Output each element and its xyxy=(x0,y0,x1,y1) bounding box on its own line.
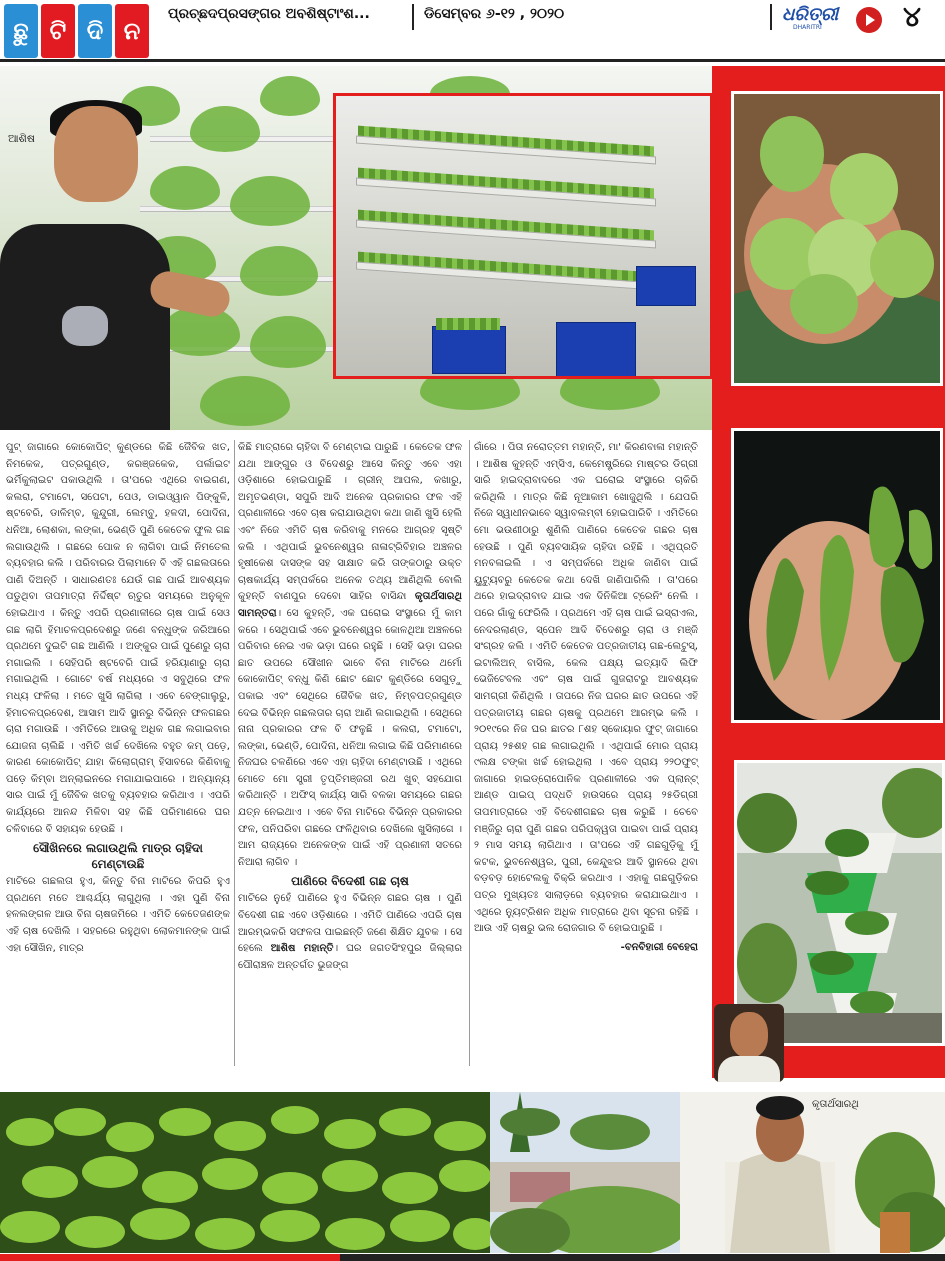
photo-caption-krutartha: କୃତାର୍ଥସାରଥି xyxy=(812,1099,859,1110)
article-body xyxy=(6,440,706,1080)
header-divider xyxy=(770,4,772,30)
dharitri-logo-subtext: DHARITRI xyxy=(793,24,822,31)
paragraph: ପୁଟ୍ ଜାଗାରେ କୋକୋପିଟ୍ କୁଣ୍ଡରେ କିଛି ଜୈବିକ ଖତ, ନିମକେକ, ପତ୍ରଗୁଣ୍ଡ, କରଞ୍ଜକେକ, ପର୍ଲାଇଟ ଭର୍ମିକୁଲାଇଟ ପକାଉଥିଲି । ତା'ପରେ ଏଥିରେ ବାଇଗଣ, କଲରା, ଟମାଟୋ, ସପେଟା, ପେଓ, ଡାଇଓ୍ୱାନ ପିଙ୍କୁଳି, ଷ୍ଟବେରି, ଡାଳିମ୍ବ, କୁନ୍ଦୁରୀ, ଲେମ୍ବୁ, ହଳଦୀ, ପୋଦିନା, ଧନିଆ, ଲୋଶକା, ଲଙ୍କା, ଭେଣ୍ଡି ପୁଣି କେତେକ ଫୁଲ ଗଛ ଲଗାଉଥିଲି । ଗଛରେ ପୋକ ନ ଲାଗିବା ପାଇଁ ନିମତେଲ ବ୍ୟବହାର କଲି । ପରିବାରର ପିଲାମାନେ ବି ଏହି ଗଛଲତାରେ ପାଣି ଦିଅନ୍ତି । ସାଧାରଣତଃ ଯେଉଁ ଗଛ ପାଇଁ ଆବଶ୍ୟକ ପଡୁଥିବା ତାପମାତ୍ରା ନିର୍ଦ୍ଦିଷ୍ଟ ଋତୁର ସମୟରେ ଅନୁକୂଳ ହୋଇଥାଏ । କିନ୍ତୁ ଏପରି ପ୍ରଣାଳୀରେ ଚାଷ ପାଇଁ ସେଓ ଗଛ ଲାଗି ହିମାଚଳପ୍ରଦେଶରୁ ଜଣେ ବନ୍ଧୁଙ୍କ ଜରିଆରେ ପ୍ରଥମେ ଦୁଇଟି ଗଛ ଆଣିଲି । ଅଙ୍କୁର ପାଇଁ ପୁଣେରୁ ଚାରା ମଗାଇଲି । ସେହିପରି ଷ୍ଟବେରି ପାଇଁ ହରିୟାଣାରୁ ଚାରା ମଗାଇଥିଲି । ଗୋଟେ ବର୍ଷ ମଧ୍ୟରେ ଏ ସବୁଥିରେ ଫଳ ମଧ୍ୟ ଫଳିଲା । ମତେ ଖୁସି ଲାଗିଲା । ଏବେ ବେଙ୍ଗାଲୁରୁ, ହିମାଚଳପ୍ରଦେଶ, ଆସାମ ଆଦି ସ୍ଥାନରୁ ବିଭିନ୍ନ ଫଳଗଛର ଚାରା ମଗାଉଛି । ଏମିତିରେ ଆଉକୁ ଅଧିକ ଗଛ ଲଗାଇବାର ଯୋଜନା ଚାଲିଛି । ଏମିତି ଖର୍ଚ୍ଚ ଦେଖିଲେ ବହୁତ କମ୍ ପଡ଼େ, କାରଣ କୋକୋପିଟ୍ ଯାହା କିଲୋଗ୍ରାମ୍ ହିସାବରେ କିଣିବାକୁ ପଡ଼େ କିମ୍ବା ଅନ୍ଲାଇନରେ ମଗାଯାଇପାରେ । ଅନ୍ୟାନ୍ୟ ସାର ପାଇଁ ମୁଁ ଜୈବିକ ଖତକୁ ବ୍ୟବହାର କରିଥାଏ । ଏପରି କାର୍ଯ୍ୟରେ ଆନନ୍ଦ ମିଳିବା ସହ କିଛି ପରିମାଣରେ ଘର ଚଳିବାରେ ବି ସହାୟକ ହେଉଛି । xyxy=(6,442,230,835)
paragraph xyxy=(238,891,462,974)
brinjal-harvest-photo xyxy=(731,91,943,386)
header-divider xyxy=(412,4,414,30)
continuation-kicker: ପ୍ରଚ୍ଛଦପ୍ରସଙ୍ଗର ଅବଶିଷ୍ଟାଂଶ... xyxy=(168,6,370,22)
seedlings-photo xyxy=(0,1092,490,1253)
issue-date: ଡିସେମ୍ବର ୬-୧୨ , ୨୦୨୦ xyxy=(424,6,565,22)
paragraph-text: । ସେ କୁହନ୍ତି, ଏକ ଘରୋଇ ସଂସ୍ଥାରେ ମୁଁ କାମ କରେ । ସେଥିପାଇଁ ଏବେ ଭୁବନେଶ୍ୱର କୋଳଥିଆ ଅଞ୍ଚଳରେ ପରିବାର ନେଇ ଏକ ଭଡ଼ା ଘରେ ରହୁଛି । ସେହି ଭଡ଼ା ଘରର ଛାତ ଉପରେ ସୌଖୀନ ଭାବେ ବିନା ମାଟିରେ ଥର୍ମୋ କୋକୋପିଟ୍ ବନ୍ଧୁ କିଣି ଛୋଟ ଛୋଟ କୁଣ୍ଡିରେ ସେଗୁଡ଼ୁ ପକାଇ ଏବଂ ସେଥିରେ ଜୈବିକ ଖତ, ନିମ୍ବପତ୍ରଗୁଣ୍ଡ ଦେଇ ବିଭିନ୍ନ ଗଛଲତାର ଚାରା ଆଣି ଲଗାଇଥିଲି । ସେଥିରେ ନାନା ପ୍ରକାରର ଫଳ ବି ଫଳୁଛି । କଲରା, ଟମାଟୋ, ଲଙ୍କା, ଭେଣ୍ଡି, ପୋଦିନା, ଧନିଆ ଲଗାଇ କିଛି ପରିମାଣରେ ନିଜଘର ଚଳଣିରେ ଏବେ ଏହା ଚାହିଦା ମେଣ୍ଟାଉଛି । ଏଥିରେ ମୋତେ ମୋ ସ୍ତ୍ରୀ ତୃପ୍ତିମଞ୍ଜରୀ ରଥ ଖୁବ୍ ସହଯୋଗ କରିଥାନ୍ତି । ଅଫିସ୍ କାର୍ଯ୍ୟ ସାରି ବଳକା ସମୟରେ ଗଛର ଯତ୍ନ ନେଇଥାଏ । ଏବେ ବିନା ମାଟିରେ ବିଭିନ୍ନ ପ୍ରକାରର ଫଳ, ପନିପରିବା ଗଛରେ ଫଳିଥିବାର ଦେଖିଲେ ଖୁସିଲାଗେ । ଆମ ରାଜ୍ୟରେ ଅନେକଙ୍କ ପାଇଁ ଏହି ପ୍ରଣାଳୀ ସତରେ ନିଆରା ଲାଗିବ । xyxy=(238,607,462,868)
paragraph-text: ମାଟିରେ ନୁହେଁ ପାଣିରେ ହୁଏ ବିଭିନ୍ନ ଗଛର ଚାଷ । ପୁଣି ବିଦେଶୀ ଗଛ ଏବେ ଓଡ଼ିଶାରେ । ଏମିତି ପାଣିରେ ଏପରି ଚାଷ ଆରମ୍ଭକରି ସଫଳତା ପାଇଛନ୍ତି ଜଣେ ଶିକ୍ଷିତ ଯୁବକ । ସେ ହେଲେ xyxy=(238,893,462,955)
paragraph xyxy=(238,440,462,871)
dharitri-logo: ଧରିତ୍ରୀ xyxy=(782,4,839,25)
masthead-letter: ଟି xyxy=(41,4,75,58)
rooftop-photo xyxy=(490,1092,680,1253)
paragraph: ଗାଁରେ । ପିତା ନରୋତ୍ତମ ମହାନ୍ତି, ମା' କିରଣବାଳା ମହାନ୍ତି । ଆଶିଷ କୁହନ୍ତି ଏମ୍ସିଏ, କେମେଷ୍ଟ୍ରିରେ ମାଷ୍ଟର ଡିଗ୍ରୀ ସାରି ହାଇଦ୍ରାବାଦରେ ଏକ ଘରୋଇ ସଂସ୍ଥାରେ ଚାକିରି କରିଥିଲି । ମାତ୍ର କିଛି ନୂଆକାମ ଖୋଜୁଥିଲି । ଯେପରି ନିଜେ ସ୍ୱାଧୀନଭାବେ ସ୍ୱାବଲମ୍ବୀ ହୋଇପାରିବି । ଏମିତିରେ ମୋ ଭଉଣୀଠାରୁ ଶୁଣିଲି ପାଣିରେ କେତେକ ଗଛର ଚାଷ ହେଉଛି । ପୁଣି ବ୍ୟବସାୟିକ ଚାହିଦା ରହିଛି । ଏଥିପ୍ରତି ମନବଳାଇଲି । ଏ ସମ୍ପର୍କରେ ଅଧିକ ଜାଣିବା ପାଇଁ ୟୁଟ୍ୟୁବରୁ କେତେକ କଥା ଦେଖି ଜାଣିପାରିଲି । ତା'ପରେ ଥରେ ହାଇଦ୍ରାବାଦ ଯାଇ ଏକ ଦିନିକିଆ ଟ୍ରେନିଂ ନେଲି । ପରେ ଗାଁକୁ ଫେରିଲି । ପ୍ରଥମେ ଏହି ଚାଷ ପାଇଁ ଇସ୍ରାଏଲ, ନେଦରଲାଣ୍ଡ, ସ୍ପେନ ଆଦି ବିଦେଶରୁ ଚାରା ଓ ମଞ୍ଜି ସଂଗ୍ରହ କଲି । ଏମିତି କେତେକ ପତ୍ରଜାତୀୟ ଗଛ-ଲେଟୁସ୍, ଇଟାଲିଅନ୍ ବାସିଲ, କେଲ ପକ୍ଷ୍ୟ ଇତ୍ୟାଦି ଲିଫି ଭେଜିଟେବଲ ଏବଂ ଚାଷ ପାଇଁ ଗୁଜରାଟରୁ ଆବଶ୍ୟକ ସାମଗ୍ରୀ କିଣିଥିଲି । ତାପରେ ନିଜ ଘରର ଛାତ ଉପରେ ଏହି ପତ୍ରଜାତୀୟ ଗଛର ଚାଷକୁ ପ୍ରଥମେ ଆରମ୍ଭ କଲି । ୨୦୧୯ରେ ନିଜ ଘର ଛାତର ୮ଶହ ସ୍କୋୟାର ଫୁଟ୍ ଜାଗାରେ ପ୍ରାୟ ୨୫ଶହ ଗଛ ଲଗାଇଥିଲି । ଏଥିପାଇଁ ମୋର ପ୍ରାୟ ୯ଲକ୍ଷ ଟଙ୍କା ଖର୍ଚ୍ଚ ହୋଇଥିଲା । ଏବେ ପ୍ରାୟ ୨୨୦ଫୁଟ୍ ଜାଗାରେ ହାଇଡ୍ରୋପୋନିକ ପ୍ରଣାଳୀରେ ଏକ ପ୍ଲାନ୍ଟ୍ ଆଣ୍ଡ ପାଇପ୍ ପଦ୍ଧତି ହାଉସରେ ପ୍ରାୟ ୨୫ଡିଗ୍ରୀ ତାପମାତ୍ରାରେ ଏହି ବିଦେଶୀଗଛର ଚାଷ କରୁଛି । ଚେବେ ମଞ୍ଜିରୁ ଚାରା ପୁଣି ଗଛର ପରିପକ୍ୱତା ପାଇବା ପାଇଁ ପ୍ରାୟ ୨ ମାସ ସମୟ ଲାଗିଥାଏ । ତା'ପରେ ଏହି ଗଛଗୁଡ଼ିକୁ ମୁଁ କଟକ, ଭୁବନେଶ୍ୱର, ପୁରୀ, କେନ୍ଦୁଝର ଆଦି ସ୍ଥାନରେ ଥିବା ବଡ଼ବଡ଼ ହୋଟେଲକୁ ବିକ୍ରି କରଥାଏ । ଏହାକୁ ଗଛଗୁଡ଼ିକର ପତ୍ର ମୁଖ୍ୟତଃ ସାଲାଡ଼ରେ ବ୍ୟବହାର କରାଯାଇଥାଏ । ଏଥିରେ ନ୍ୟୁଟ୍ରିଶନ ଅଧିକ ମାତ୍ରାରେ ଥିବା ସୂଚନା ରହିଛି । ଆଉ ଏହି ଚାଷରୁ ଭଲ ରୋଜଗାର ବି ହୋଇପାରୁଛି । xyxy=(474,442,698,935)
column-rule xyxy=(234,440,235,1066)
photo-caption-ashish: ଆଶିଷ xyxy=(8,132,35,145)
krutartha-photo xyxy=(680,1092,945,1253)
article-column-1 xyxy=(6,440,230,957)
paragraph-text: । ଘର ଜଗତସିଂହପୁର ଜିଲ୍ଲାର ପୌରାଞ୍ଚଳ ଅନ୍ତର୍ଗତ ଭୁଜଙ୍ଗ xyxy=(238,943,462,971)
hydroponic-racks-photo xyxy=(333,93,713,379)
paragraph-text: କିଛି ମାତ୍ରାରେ ଚାହିଦା ବି ମେଣ୍ଟାଇ ପାରୁଛି । କେତେକ ଫଳ ଯଥା ଆଙ୍ଗୁର ଓ ବିଦେଶରୁ ଆସେ କିନ୍ତୁ ଏବେ ଏହା ଓଡ଼ିଶାରେ ହୋଇପାରୁଛି । ଗ୍ରୀନ୍ ଆପଲ, କଖାରୁ, ଅମୃତଭଣ୍ଡା, ସପୁରି ଆଦି ଅନେକ ପ୍ରକାରର ଫଳ ଏହି ପ୍ରଣାଳୀରେ ଏବେ ଚାଷ କରାଯାଉଥିବା କଥା ଜାଣି ଖୁସି ହେଲି ଏବଂ ନିଜେ ଏମିତି ଚାଷ କରିବାକୁ ମନରେ ଆଗ୍ରହ ସୃଷ୍ଟି କଲି । ଏଥିପାଇଁ ଭୁବନେଶ୍ୱର ନାଳାଟ୍ରିବିହାର ଅଞ୍ଚଳର ହୃଷୀକେଶ ଦାସଙ୍କ ସହ ସାକ୍ଷାତ କରି ତାଙ୍କଠାରୁ ଉକ୍ତ ଚାଷକାର୍ଯ୍ୟ ସମ୍ପର୍କରେ ଅନେକ ତଥ୍ୟ ଆଣିଥିଲି ବୋଲି କୁହନ୍ତି ବାଣପୁର ଦେବୋ ସାହିର ବାସିନ୍ଦା xyxy=(238,442,462,603)
masthead-letter: ନ xyxy=(115,4,149,58)
play-icon xyxy=(856,7,882,33)
article-column-2 xyxy=(238,440,462,974)
page-number: ୪ xyxy=(903,0,921,33)
person-name: କୃତାର୍ଥସାରଥି ସାମନ୍ତରା xyxy=(238,591,462,619)
author-portrait xyxy=(714,1004,784,1082)
column-rule xyxy=(469,440,470,1066)
article-column-3 xyxy=(474,440,698,956)
person-name: ଆଶିଷ ମହାନ୍ତି xyxy=(270,943,334,955)
page-header xyxy=(0,0,945,62)
byline: -ବନବିହାରୀ ବେହେରା xyxy=(620,941,698,953)
page-footer-rule xyxy=(0,1254,945,1261)
masthead-letter: ଦି xyxy=(78,4,112,58)
section-masthead xyxy=(4,4,149,58)
person-ashish xyxy=(0,106,170,430)
subheading: ପାଣିରେ ବିଦେଶୀ ଗଛ ଚାଷ xyxy=(291,874,409,889)
bitter-gourd-photo xyxy=(731,428,943,723)
masthead-letter: ଛୁ xyxy=(4,4,38,58)
subheading: ସୌଖିନରେ ଲଗାଉଥିଲି ମାତ୍ର ଚାହିଦା ମେଣ୍ଟାଉଛି xyxy=(33,841,203,872)
paragraph: ମାଟିରେ ଗଛଲତା ହୁଏ, କିନ୍ତୁ ବିନା ମାଟିରେ କିପରି ହୁଏ ପ୍ରଥମେ ମତେ ଆଶ୍ଚର୍ଯ୍ୟ ଲାଗୁଥିଲା । ଏହା ପୁଣି ବିନା ହଳଲଙ୍ଗଳ ଆଉ ବିନା ଚାଷଜମିରେ । ଏମିତି କେତେଜଣଙ୍କ ଏହି ଚାଷ ଦେଖିଲି । ସହରରେ ରହୁଥିବା ଲୋକମାନଙ୍କ ପାଇଁ ଏହା ସୌଖିନ, ମାତ୍ର xyxy=(6,876,230,954)
